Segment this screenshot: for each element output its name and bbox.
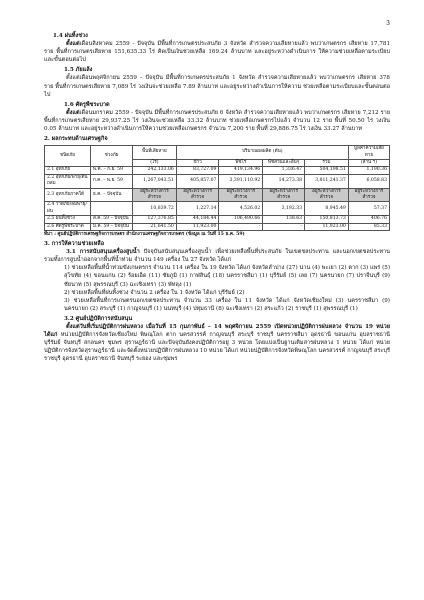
cell-total: 504,198.51 [305,167,349,174]
section-3-1-item-1: 1) ช่วยเหลือพื้นที่น้ำท่วมขังเกษตรกร จำนวน 114 เครื่อง ใน 19 จังหวัด ได้แก่ จังหวัดลำปาง (27) น่าน (4) พะเยา (2) ตาก (3) แพร่ (5) สุโขทัย (4) ขอนแก่น (2) ร้อยเอ็ด (11) ชัยภูมิ (1) กาฬสินธุ์ (18) นครราชสีมา (1) บุรีรัมย์ (5) เลย (7) นครนายก (7) ปราจีนบุรี (9) ชัยนาท (5) สุพรรณบุรี (3) ฉะเชิงเทรา (3) พัทลุง (1) [64,265,390,288]
section-3-2-lead: ตั้งแต่วันที่เริ่มปฏิบัติการฝนหลวง เมื่อวันที่ 15 กุมภาพันธ์ – 14 พฤศจิกายน 2559 เปิดหน่วยปฏิบัติการฝนหลวง จำนวน 19 หน่วย ได้แก่ [44,324,390,339]
cell-rice: 405,857.07 [176,174,219,188]
cell-field: 3,391,110.92 [219,174,263,188]
cell-area: 1,267,043.51 [133,174,177,188]
cell-total: อยู่ระหว่างการสำรวจ [305,188,349,202]
cell-total: 11,923.00 [305,223,349,230]
th-type: ชนิดภัย [45,146,91,167]
cell-type: 2.1 อุทกภัย [45,167,91,174]
table-row [45,167,390,174]
cell-period: ธ.ค. – ปัจจุบัน [91,188,133,202]
cell-rice: อยู่ระหว่างการสำรวจ [176,188,219,202]
cell-period: ส.ค. 59 – ปัจจุบัน [91,216,133,223]
section-3-1-item-2: 2) ช่วยเหลือพื้นที่ฝนทิ้งช่วง จำนวน 2 เครื่อง ใน 1 จังหวัด ได้แก่ บุรีรัมย์ (2) [64,289,245,296]
cell-value: 57.37 [348,202,389,216]
th-other: พืชสวนและอื่นๆ [263,160,305,167]
section-1-4-paragraph [44,40,390,64]
th-total: รวม [305,160,349,167]
th-field: พืชไร่ [219,160,263,167]
cell-other: - [263,223,305,230]
section-3-1-title: 3.1 การสนับสนุนเครื่องสูบน้ำ [66,249,140,256]
section-3-title: 3. การให้ความช่วยเหลือ [44,241,105,248]
th-value-unit: (ล้าน ฯ) [348,160,389,167]
cell-total: 8,945.49 [305,202,349,216]
cell-area: 127,376.85 [133,216,177,223]
section-1-4-title: 1.4 ฝนทิ้งช่วง [53,33,88,39]
economic-impact-table [44,145,390,231]
section-1-5-paragraph: ตั้งแต่เดือนพฤศจิกายน 2559 – ปัจจุบัน มีพื้นที่การเกษตรประสบภัย 1 จังหวัด สำรวจความเสียหายแล้ว พบว่าเกษตรกร เสียหาย 378 ราย พื้นที่การเกษตรเสียหาย 7,089 ไร่ วงเงินจะช่วยเหลือ 7.89 ล้านบาท และอยู่ระหว่างดำเนินการให้ความ ช่วยเหลือตามระเบียบและขั้นตอนต่อไป [44,75,390,98]
section-3-2-text: หน่วยปฏิบัติการจังหวัดเชียงใหม่ พิษณุโลก ตาก นครสวรรค์ กาญจนบุรี สระบุรี ราชบุรี นครราชสีมา อุดรธานี ขอนแก่น อุบลราชธานี บุรีรัมย์ จันทบุรี สกลนคร ชุมพร สุราษฎร์ธานี และปัจจุบันยังคงปฏิบัติการอยู่ 3 หน่วย โดยแบ่งเป็นฐานเติมสารฝนหลวง 1 หน่วย ได้แก่ หน่วยปฏิบัติการจังหวัดสุราษฎร์ธานี และจัดตั้งหน่วยปฏิบัติการฝนหลวง 10 หน่วย ได้แก่ หน่วยปฏิบัติการจังหวัดพิษณุโลก นครสวรรค์ กาญจนบุรี สระบุรี ราชบุรี อุดรธานี อุบลราชธานี จันทบุรี ระยอง และชุมพร [44,332,390,363]
cell-total: 3,811,241.37 [305,174,349,188]
cell-type: 2.6 ศัตรูพืชระบาด [45,223,91,230]
section-3-1-paragraph [44,248,390,264]
cell-value: 6,058.83 [348,174,389,188]
cell-value: 406.76 [348,216,389,223]
top-margin [44,0,390,30]
section-1-5-title: 1.5 ภัยแล้ง [64,67,93,74]
cell-type: 2.2 อุทกภัย/พายุ/ดินถล่ม [45,174,91,188]
cell-type: 2.3 อุทกภัยภาคใต้ [45,188,91,202]
table-row [45,223,390,230]
section-1-6-title: 1.6 ศัตรูพืชระบาด [64,101,110,108]
cell-period: ก.ค. – พ.ย. 59 [91,174,133,188]
section-1-4-lead: ตั้งแต่ [66,41,80,48]
th-period: ช่วงภัย [91,146,133,167]
th-area-group: พื้นที่เสียหาย [133,146,177,160]
cell-field: 4,526.02 [219,202,263,216]
cell-type: 2.5 ฝนทิ้งช่วง [45,216,91,223]
cell-field: อยู่ระหว่างการสำรวจ [219,188,263,202]
section-3-2-paragraph [44,323,390,363]
cell-total: 150,813.73 [305,216,349,223]
section-3-2-title: 3.2 ศูนย์ปฏิบัติการสนับสนุน [64,315,133,322]
table-body [45,167,390,231]
cell-area: 10,839.72 [133,202,177,216]
cell-other: 14,273.38 [263,174,305,188]
cell-value: 85.33 [348,223,389,230]
table-source-note: ที่มา : ศูนย์ปฏิบัติการเศรษฐกิจการเกษตร สำนักงานเศรษฐกิจการเกษตร (ข้อมูล ณ วันที่ 15 ธ.ค. 59) [44,232,245,238]
cell-other: 138.63 [263,216,305,223]
cell-field: 106,490.66 [219,216,263,223]
cell-rice: 1,227.14 [176,202,219,216]
cell-period: ม.ค. 59 – ปัจจุบัน [91,223,133,230]
cell-rice: 44,184.44 [176,216,219,223]
section-3-1-text: ปัจจุบันสนับสนุนเครื่องสูบน้ำ เพื่อช่วยเหลือพื้นที่ประสบภัย ในเขตชลประทาน และนอกเขตชลประทาน รวมทั้งการสูบน้ำออกจากพื้นที่น้ำท่วม จำนวน 149 เครื่อง ใน 27 จังหวัด ได้แก่ [44,249,390,264]
cell-area: 242,133.06 [133,167,177,174]
th-value-group: มูลค่าความเสียหาย [348,146,389,160]
cell-field: 419,134.96 [219,167,263,174]
section-1-6-text: เดือนมกราคม 2559 - ปัจจุบัน มีพื้นที่การเกษตรประสบภัย 6 จังหวัด สำรวจความเสียหายแล้ว พบว่าเกษตรกร เสียหาย 7,212 ราย พื้นที่การเกษตรเสียหาย 29,937.25 ไร่ วงเงินจะช่วยเหลือ 33.32 ล้านบาท ช่วยเหลือเกษตรกรไปแล้ว จำนวน 12 ราย พื้นที่ 50.50 ไร่ วงเงิน 0.05 ล้านบาท และอยู่ระหว่างดำเนินการให้ความช่วยเหลือเกษตรกร จำนวน 7,200 ราย พื้นที่ 29,886.75 ไร่ วงเงิน 33.27 ล้านบาท [44,109,390,133]
cell-value: อยู่ระหว่างการสำรวจ [348,188,389,202]
table-row [45,174,390,188]
section-1-4-text: เดือนสิงหาคม 2559 - ปัจจุบัน มีพื้นที่การเกษตรประสบภัย 3 จังหวัด สำรวจความเสียหายแล้ว พบว่าเกษตรกร เสียหาย 17,781 ราย พื้นที่การเกษตรเสียหาย 151,635.33 ไร่ คิดเป็นเงินช่วยเหลือ 169.24 ล้านบาท และอยู่ระหว่างดำเนินการ ให้ความช่วยเหลือตามระเบียบและขั้นตอนต่อไป [44,41,390,64]
cell-area: 21,641.50 [133,223,177,230]
table-row [45,202,390,216]
table-row [45,188,390,202]
cell-field: - [219,223,263,230]
section-1-6-lead: ตั้งแต่ [66,109,80,116]
cell-area: อยู่ระหว่างการสำรวจ [133,188,177,202]
cell-value: 1,190.36 [348,167,389,174]
cell-other: 1,336.47 [263,167,305,174]
cell-period [91,202,133,216]
section-1-6-paragraph [44,109,390,133]
cell-rice: 11,923.00 [176,223,219,230]
cell-other: อยู่ระหว่างการสำรวจ [263,188,305,202]
th-area-unit: (ไร่) [133,160,177,167]
cell-other: 3,192.33 [263,202,305,216]
cell-rice: 83,727.09 [176,167,219,174]
section-2-title: 2. ผลกระทบด้านเศรษฐกิจ [44,136,108,143]
th-qty-group: ปริมาณผลผลิต (ตัน) [176,146,348,160]
cell-period: พ.ค. – ก.ย. 59 [91,167,133,174]
table-row [45,216,390,223]
section-3-1-item-3: 3) ช่วยเหลือพื้นที่การเกษตรนอกเขตชลประทาน จำนวน 33 เครื่อง ใน 11 จังหวัด ได้แก่ จังหวัดเชียงใหม่ (3) นครราชสีมา (9) นครนายก (2) สระบุรี (1) กาญจนบุรี (1) นนทบุรี (4) ปทุมธานี (8) ฉะเชิงเทรา (2) สระแก้ว (2) ราชบุรี (1) สุพรรณบุรี (1) [64,297,390,312]
th-rice: ข้าว [176,160,219,167]
page-number: 3 [386,20,390,27]
cell-type: 2.4 วาตภัย/ลมพายุ/ฝน [45,202,91,216]
